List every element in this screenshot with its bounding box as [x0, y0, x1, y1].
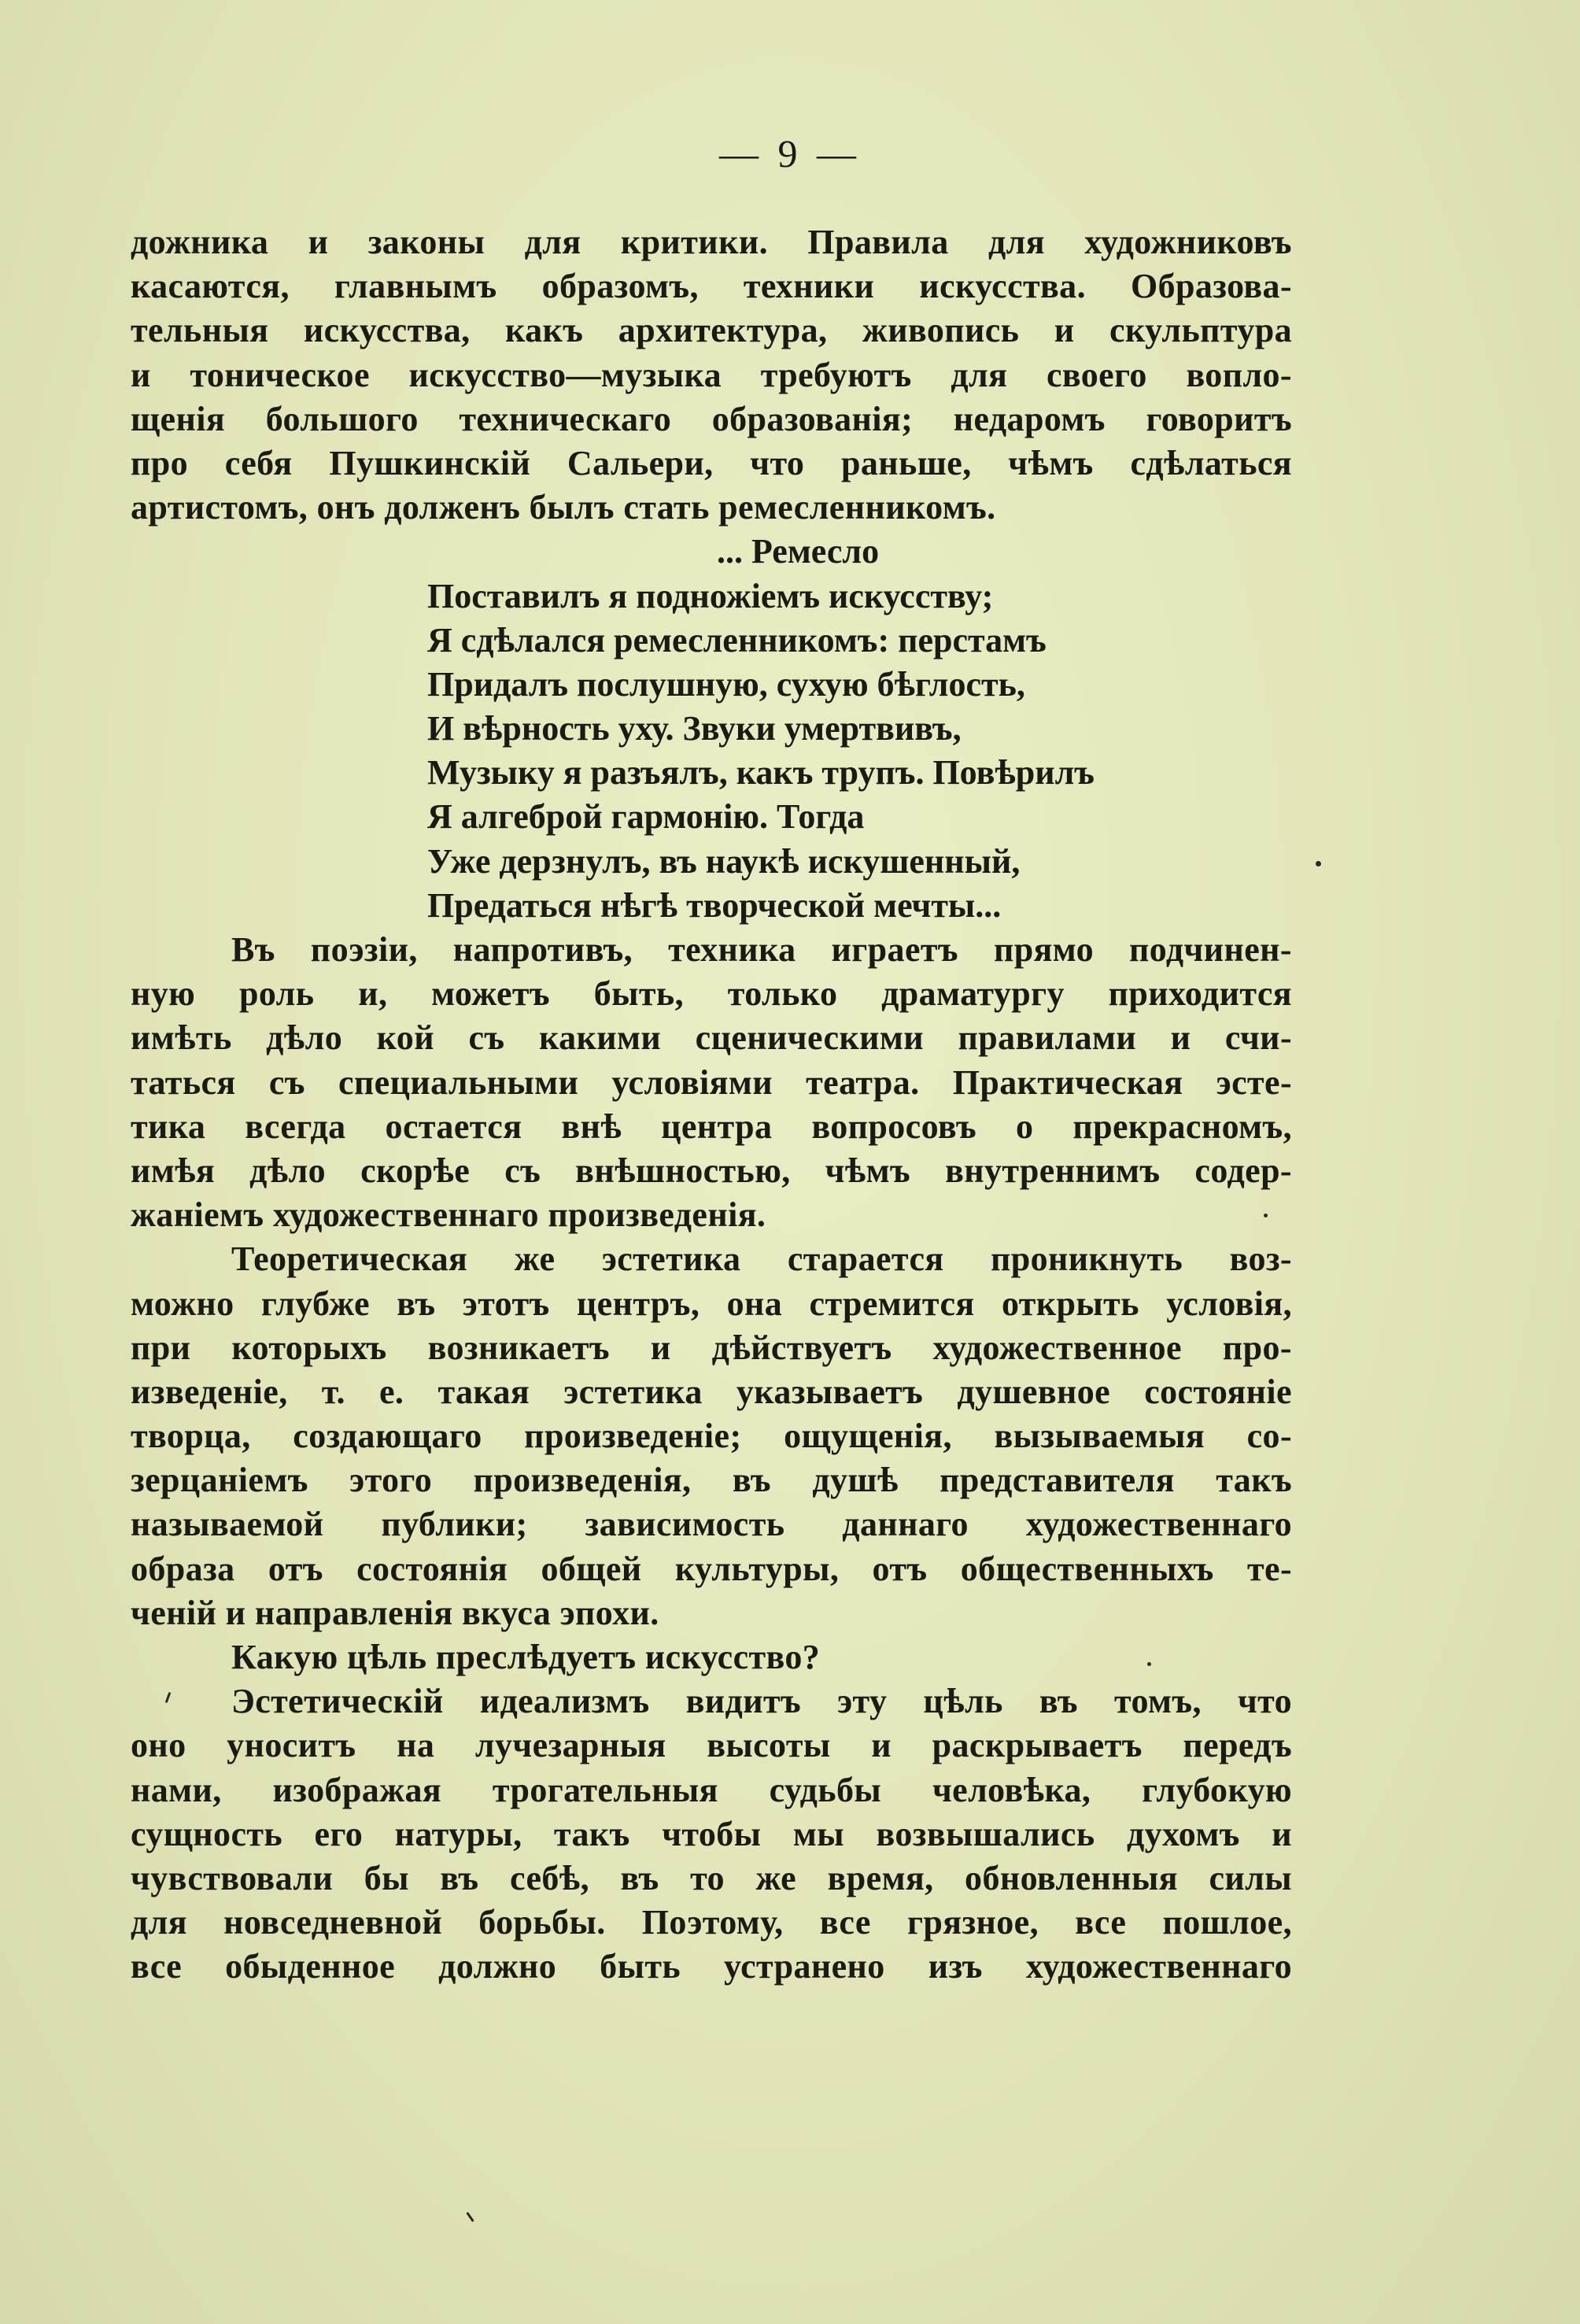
verse-quotation	[131, 530, 1292, 928]
verse-line: Я алгеброй гармонію. Тогда	[427, 797, 865, 837]
text-line: оно уноситъ на лучезарныя высоты и раскрываетъ передъ	[131, 1726, 1292, 1765]
text-line: тика всегда остается внѣ центра вопросовъ о прекрасномъ,	[131, 1107, 1292, 1146]
verse-line: Придалъ послушную, сухую бѣглость,	[427, 664, 1025, 704]
paragraph-4	[131, 1635, 1292, 1679]
text-line: сущность его натуры, такъ чтобы мы возвышались духомъ и	[131, 1814, 1292, 1853]
text-line: можно глубже въ этотъ центръ, она стремится открыть условія,	[131, 1284, 1292, 1323]
text-line: все обыденное должно быть устранено изъ художественнаго	[131, 1947, 1292, 1986]
paragraph-2	[131, 928, 1292, 1237]
text-line: чувствовали бы въ себѣ, въ то же время, обновленныя силы	[131, 1858, 1292, 1897]
text-line: образа отъ состоянія общей культуры, отъ общественныхъ те-	[131, 1549, 1292, 1588]
text-line: касаются, главнымъ образомъ, техники искусства. Образова-	[131, 267, 1292, 306]
paper-speck	[1316, 861, 1321, 866]
text-line: жаніемъ художественнаго произведенія.	[131, 1195, 766, 1235]
verse-line: Поставилъ я подножіемъ искусству;	[427, 576, 994, 615]
paragraph-5	[131, 1679, 1292, 1989]
text-line: про себя Пушкинскій Сальери, что раньше, чѣмъ сдѣлаться	[131, 443, 1292, 482]
verse-line: И вѣрность уху. Звуки умертвивъ,	[427, 709, 962, 748]
text-line: дожника и законы для критики. Правила для художниковъ	[131, 223, 1292, 261]
text-line: зерцаніемъ этого произведенія, въ душѣ представителя такъ	[131, 1461, 1292, 1500]
verse-line: ... Ремесло	[717, 532, 880, 571]
text-line: артистомъ, онъ долженъ былъ стать ремесленникомъ.	[131, 488, 996, 527]
text-line: таться съ специальными условіями театра. Практическая эсте-	[131, 1062, 1292, 1102]
verse-line: Уже дерзнулъ, въ наукѣ искушенный,	[427, 841, 1021, 881]
text-line: Какую цѣль преслѣдуетъ искусство?	[231, 1638, 821, 1676]
text-line: имѣя дѣло скорѣе съ внѣшностью, чѣмъ внутреннимъ содер-	[131, 1151, 1292, 1190]
page-number: — 9 —	[719, 131, 861, 176]
paper-speck	[1264, 1214, 1268, 1217]
text-line: и тоническое искусство—музыка требуютъ для своего вопло-	[131, 355, 1292, 394]
verse-line: Я сдѣлался ремесленникомъ: перстамъ	[427, 620, 1047, 660]
text-line: ную роль и, можетъ быть, только драматургу приходится	[131, 974, 1292, 1014]
verse-line: Предаться нѣгѣ творческой мечты...	[427, 885, 1002, 925]
verse-line: Музыку я разъялъ, какъ трупъ. Повѣрилъ	[427, 753, 1095, 793]
text-line: ченій и направленія вкуса эпохи.	[131, 1593, 659, 1632]
text-line: изведеніе, т. е. такая эстетика указываетъ душевное состояніе	[131, 1372, 1292, 1411]
text-line: Въ поэзіи, напротивъ, техника играетъ прямо подчинен-	[231, 930, 1292, 969]
paper-speck	[466, 2211, 474, 2222]
paper-speck	[1147, 1662, 1151, 1666]
text-line: для новседневной борьбы. Поэтому, все грязное, все пошлое,	[131, 1903, 1292, 1942]
text-line: имѣть дѣло кой съ какими сценическими правилами и счи-	[131, 1018, 1292, 1058]
text-line: при которыхъ возникаетъ и дѣйствуетъ художественное про-	[131, 1328, 1292, 1367]
text-line: Эстетическій идеализмъ видитъ эту цѣль въ томъ, что	[231, 1682, 1292, 1721]
paragraph-3	[131, 1237, 1292, 1635]
text-line: Теоретическая же эстетика старается проникнуть воз-	[231, 1240, 1292, 1279]
text-line: называемой публики; зависимость даннаго художественнаго	[131, 1505, 1292, 1544]
body-text	[131, 220, 1292, 1990]
paragraph-1	[131, 220, 1292, 530]
text-line: нами, изображая трогательныя судьбы человѣка, глубокую	[131, 1770, 1292, 1809]
text-line: щенія большого техническаго образованія; недаромъ говоритъ	[131, 399, 1292, 438]
text-line: тельныя искусства, какъ архитектура, живопись и скульптура	[131, 311, 1292, 350]
text-line: творца, создающаго произведеніе; ощущенія, вызываемыя со-	[131, 1417, 1292, 1456]
